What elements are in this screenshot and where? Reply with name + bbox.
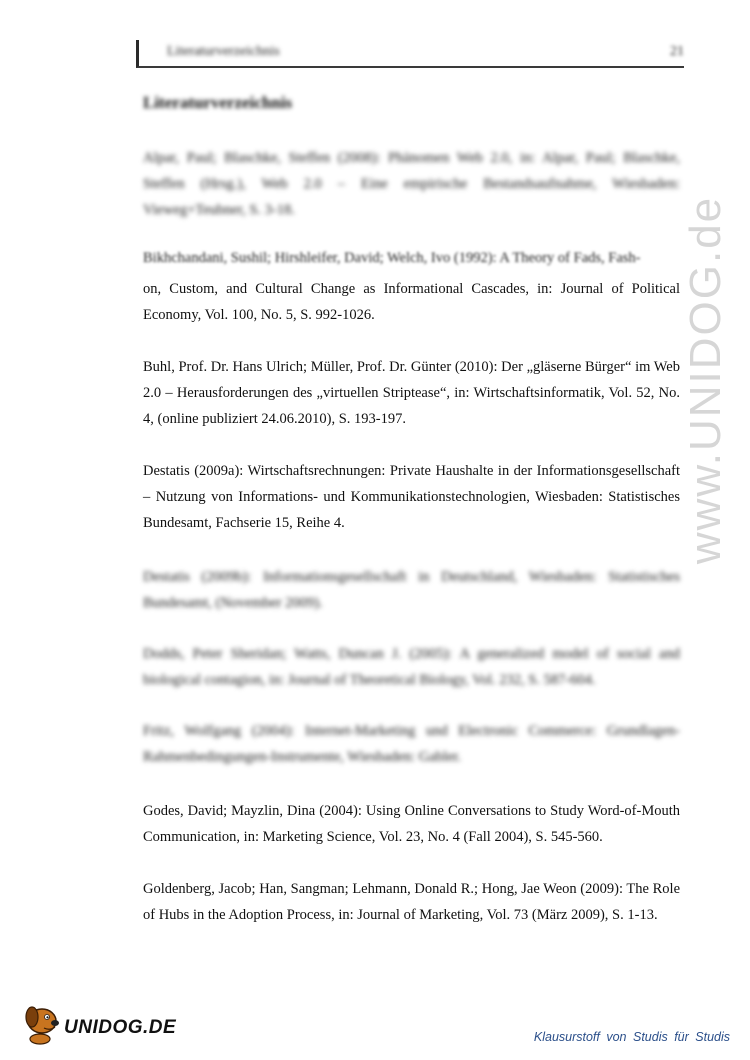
reference-bikhchandani-first-line-text: Bikhchandani, Sushil; Hirshleifer, David; Welch, Ivo (1992): A Theory of Fads, Fash- bbox=[143, 250, 641, 266]
section-title: Literaturverzeichnis bbox=[143, 93, 293, 112]
reference-destatis-b: Destatis (2009b): Informationsgesellschaft in Deutschland, Wiesbaden: Statistisches Bundesamt, (November 2009). bbox=[143, 569, 680, 611]
reference-bikhchandani: on, Custom, and Cultural Change as Informational Cascades, in: Journal of Political Economy, Vol. 100, No. 5, S. 992-1026. bbox=[143, 281, 680, 323]
footer-slogan: Klausurstoff von Studis für Studis bbox=[533, 1030, 730, 1044]
reference-destatis-a: Destatis (2009a): Wirtschaftsrechnungen: Private Haushalte in der Informationsgesellschaft – Nutzung von Informations- und Kommunikationstechnologien, Wiesbaden: Statistisches Bundesamt, Fachserie 15, Reihe 4. bbox=[143, 463, 680, 531]
reference-bikhchandani-first-line bbox=[143, 249, 680, 273]
reference-buhl: Buhl, Prof. Dr. Hans Ulrich; Müller, Prof. Dr. Günter (2010): Der „gläserne Bürger“ im Web 2.0 – Herausforderungen des „virtuellen Striptease“, in: Wirtschaftsinformatik, Vol. 52, No. 4, (online publiziert 24.06.2010), S. 193-197. bbox=[143, 359, 680, 427]
dog-mascot-icon bbox=[20, 995, 66, 1045]
logo-text: UNIDOG.DE bbox=[64, 1017, 177, 1038]
reference-alpar: Alpar, Paul; Blaschke, Steffen (2008): Phänomen Web 2.0, in: Alpar, Paul; Blaschke, Steffen (Hrsg.), Web 2.0 – Eine empirische Bestandsaufnahme, Wiesbaden: Vieweg+Teubner, S. 3-18. bbox=[143, 150, 680, 218]
unidog-logo[interactable] bbox=[20, 995, 190, 1045]
reference-fritz: Fritz, Wolfgang (2004): Internet-Marketing und Electronic Commerce: Grundlagen-Rahmenbedingungen-Instrumente, Wiesbaden: Gabler. bbox=[143, 723, 680, 765]
running-header-title: Literaturverzeichnis bbox=[167, 44, 280, 59]
reference-dodds: Dodds, Peter Sheridan; Watts, Duncan J. (2005): A generalized model of social and biological contagion, in: Journal of Theoretical Biology, Vol. 232, S. 587-604. bbox=[143, 646, 680, 688]
reference-godes: Godes, David; Mayzlin, Dina (2004): Using Online Conversations to Study Word-of-Mouth Communication, in: Marketing Science, Vol. 23, No. 4 (Fall 2004), S. 545-560. bbox=[143, 803, 680, 845]
page-number: 21 bbox=[670, 44, 684, 59]
running-header bbox=[136, 40, 684, 68]
reference-goldenberg: Goldenberg, Jacob; Han, Sangman; Lehmann, Donald R.; Hong, Jae Weon (2009): The Role of Hubs in the Adoption Process, in: Journal of Marketing, Vol. 73 (März 2009), S. 1-13. bbox=[143, 881, 680, 923]
watermark: www.UNIDOG.de bbox=[681, 195, 730, 565]
